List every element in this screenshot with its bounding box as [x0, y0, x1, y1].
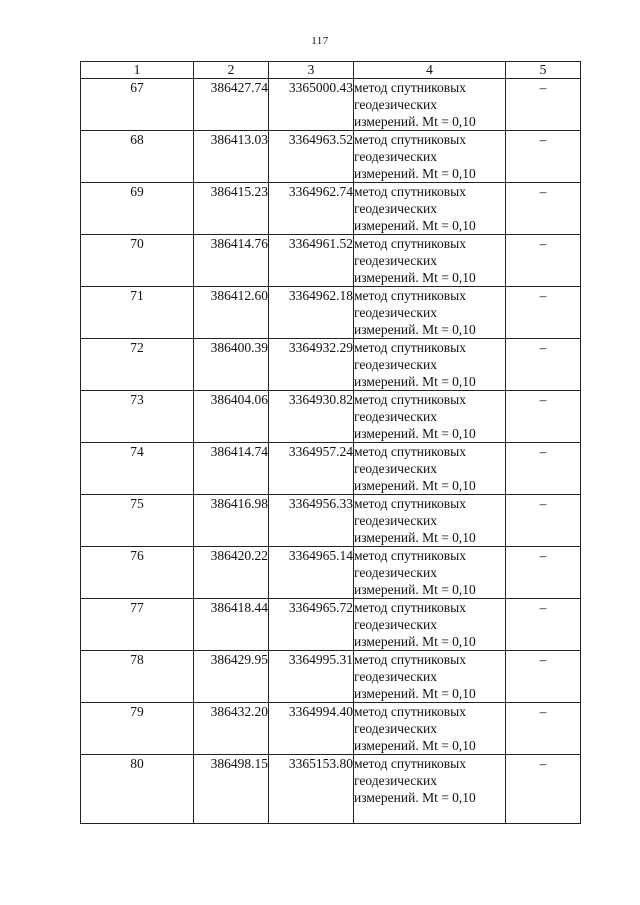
- method-text-line: метод спутниковых: [354, 340, 466, 355]
- x-coordinate-cell: 386400.39: [194, 339, 269, 391]
- method-text-line: метод спутниковых: [354, 496, 466, 511]
- point-number-cell: 80: [81, 755, 194, 824]
- method-cell: [354, 235, 506, 287]
- point-number-cell: 69: [81, 183, 194, 235]
- point-number-cell: 68: [81, 131, 194, 183]
- method-cell: [354, 443, 506, 495]
- x-coordinate-cell: 386404.06: [194, 391, 269, 443]
- y-coordinate-cell: 3364965.72: [269, 599, 354, 651]
- x-coordinate-cell: 386412.60: [194, 287, 269, 339]
- method-text-line: геодезических: [354, 617, 437, 632]
- table-row: [81, 495, 581, 547]
- method-cell: [354, 651, 506, 703]
- y-coordinate-cell: 3364963.52: [269, 131, 354, 183]
- note-cell: –: [506, 599, 581, 651]
- column-header-1: 1: [81, 62, 194, 79]
- table-row: [81, 599, 581, 651]
- note-cell: –: [506, 703, 581, 755]
- method-text-line: геодезических: [354, 97, 437, 112]
- x-coordinate-cell: 386415.23: [194, 183, 269, 235]
- method-cell: [354, 495, 506, 547]
- table-row: [81, 443, 581, 495]
- y-coordinate-cell: 3365153.80: [269, 755, 354, 824]
- note-cell: –: [506, 183, 581, 235]
- note-cell: –: [506, 339, 581, 391]
- table-row: [81, 235, 581, 287]
- method-text-line: измерений. Mt = 0,10: [354, 686, 476, 701]
- method-text-line: метод спутниковых: [354, 288, 466, 303]
- method-text-line: измерений. Mt = 0,10: [354, 634, 476, 649]
- method-text-line: измерений. Mt = 0,10: [354, 738, 476, 753]
- note-cell: –: [506, 235, 581, 287]
- point-number-cell: 79: [81, 703, 194, 755]
- x-coordinate-cell: 386416.98: [194, 495, 269, 547]
- point-number-cell: 73: [81, 391, 194, 443]
- table-row: [81, 703, 581, 755]
- point-number-cell: 71: [81, 287, 194, 339]
- method-text-line: метод спутниковых: [354, 600, 466, 615]
- x-coordinate-cell: 386432.20: [194, 703, 269, 755]
- method-text-line: измерений. Mt = 0,10: [354, 530, 476, 545]
- method-text-line: метод спутниковых: [354, 184, 466, 199]
- method-text-line: измерений. Mt = 0,10: [354, 426, 476, 441]
- table-row: [81, 547, 581, 599]
- method-cell: [354, 599, 506, 651]
- method-text-line: измерений. Mt = 0,10: [354, 166, 476, 181]
- x-coordinate-cell: 386420.22: [194, 547, 269, 599]
- point-number-cell: 74: [81, 443, 194, 495]
- method-cell: [354, 287, 506, 339]
- note-cell: –: [506, 755, 581, 824]
- method-text-line: измерений. Mt = 0,10: [354, 374, 476, 389]
- method-text-line: геодезических: [354, 669, 437, 684]
- method-text-line: геодезических: [354, 305, 437, 320]
- method-text-line: измерений. Mt = 0,10: [354, 322, 476, 337]
- table-row: [81, 287, 581, 339]
- note-cell: –: [506, 443, 581, 495]
- x-coordinate-cell: 386414.76: [194, 235, 269, 287]
- method-text-line: измерений. Mt = 0,10: [354, 218, 476, 233]
- table-row: [81, 339, 581, 391]
- method-cell: [354, 79, 506, 131]
- table-row: [81, 131, 581, 183]
- column-header-4: 4: [354, 62, 506, 79]
- table-row: [81, 183, 581, 235]
- y-coordinate-cell: 3364961.52: [269, 235, 354, 287]
- point-number-cell: 67: [81, 79, 194, 131]
- point-number-cell: 76: [81, 547, 194, 599]
- note-cell: –: [506, 79, 581, 131]
- point-number-cell: 78: [81, 651, 194, 703]
- table-row: [81, 755, 581, 824]
- table-row: [81, 391, 581, 443]
- y-coordinate-cell: 3364957.24: [269, 443, 354, 495]
- method-text-line: геодезических: [354, 773, 437, 788]
- method-text-line: измерений. Mt = 0,10: [354, 582, 476, 597]
- method-cell: [354, 391, 506, 443]
- coordinates-table: [80, 61, 581, 824]
- y-coordinate-cell: 3364930.82: [269, 391, 354, 443]
- point-number-cell: 75: [81, 495, 194, 547]
- method-text-line: геодезических: [354, 513, 437, 528]
- x-coordinate-cell: 386498.15: [194, 755, 269, 824]
- note-cell: –: [506, 131, 581, 183]
- method-text-line: геодезических: [354, 565, 437, 580]
- note-cell: –: [506, 651, 581, 703]
- y-coordinate-cell: 3364965.14: [269, 547, 354, 599]
- method-cell: [354, 547, 506, 599]
- method-text-line: геодезических: [354, 721, 437, 736]
- table-row: [81, 651, 581, 703]
- method-text-line: метод спутниковых: [354, 236, 466, 251]
- method-text-line: геодезических: [354, 201, 437, 216]
- note-cell: –: [506, 391, 581, 443]
- point-number-cell: 70: [81, 235, 194, 287]
- y-coordinate-cell: 3364932.29: [269, 339, 354, 391]
- y-coordinate-cell: 3364962.18: [269, 287, 354, 339]
- column-header-3: 3: [269, 62, 354, 79]
- note-cell: –: [506, 495, 581, 547]
- y-coordinate-cell: 3364962.74: [269, 183, 354, 235]
- method-text-line: геодезических: [354, 253, 437, 268]
- x-coordinate-cell: 386427.74: [194, 79, 269, 131]
- method-text-line: метод спутниковых: [354, 392, 466, 407]
- method-text-line: измерений. Mt = 0,10: [354, 270, 476, 285]
- y-coordinate-cell: 3364956.33: [269, 495, 354, 547]
- table-row: [81, 79, 581, 131]
- method-text-line: метод спутниковых: [354, 444, 466, 459]
- method-text-line: метод спутниковых: [354, 704, 466, 719]
- x-coordinate-cell: 386413.03: [194, 131, 269, 183]
- method-cell: [354, 183, 506, 235]
- method-text-line: метод спутниковых: [354, 756, 466, 771]
- method-cell: [354, 755, 506, 824]
- column-header-5: 5: [506, 62, 581, 79]
- column-header-2: 2: [194, 62, 269, 79]
- method-text-line: геодезических: [354, 409, 437, 424]
- x-coordinate-cell: 386418.44: [194, 599, 269, 651]
- x-coordinate-cell: 386414.74: [194, 443, 269, 495]
- x-coordinate-cell: 386429.95: [194, 651, 269, 703]
- method-text-line: геодезических: [354, 461, 437, 476]
- method-text-line: измерений. Mt = 0,10: [354, 114, 476, 129]
- point-number-cell: 72: [81, 339, 194, 391]
- method-cell: [354, 339, 506, 391]
- method-text-line: измерений. Mt = 0,10: [354, 478, 476, 493]
- point-number-cell: 77: [81, 599, 194, 651]
- method-text-line: геодезических: [354, 149, 437, 164]
- y-coordinate-cell: 3364994.40: [269, 703, 354, 755]
- y-coordinate-cell: 3365000.43: [269, 79, 354, 131]
- method-text-line: метод спутниковых: [354, 548, 466, 563]
- note-cell: –: [506, 547, 581, 599]
- page-number: 117: [311, 35, 329, 47]
- method-text-line: метод спутниковых: [354, 652, 466, 667]
- method-cell: [354, 131, 506, 183]
- method-text-line: измерений. Mt = 0,10: [354, 790, 476, 805]
- table-header-row: [81, 62, 581, 79]
- method-cell: [354, 703, 506, 755]
- method-text-line: метод спутниковых: [354, 132, 466, 147]
- note-cell: –: [506, 287, 581, 339]
- method-text-line: метод спутниковых: [354, 80, 466, 95]
- method-text-line: геодезических: [354, 357, 437, 372]
- y-coordinate-cell: 3364995.31: [269, 651, 354, 703]
